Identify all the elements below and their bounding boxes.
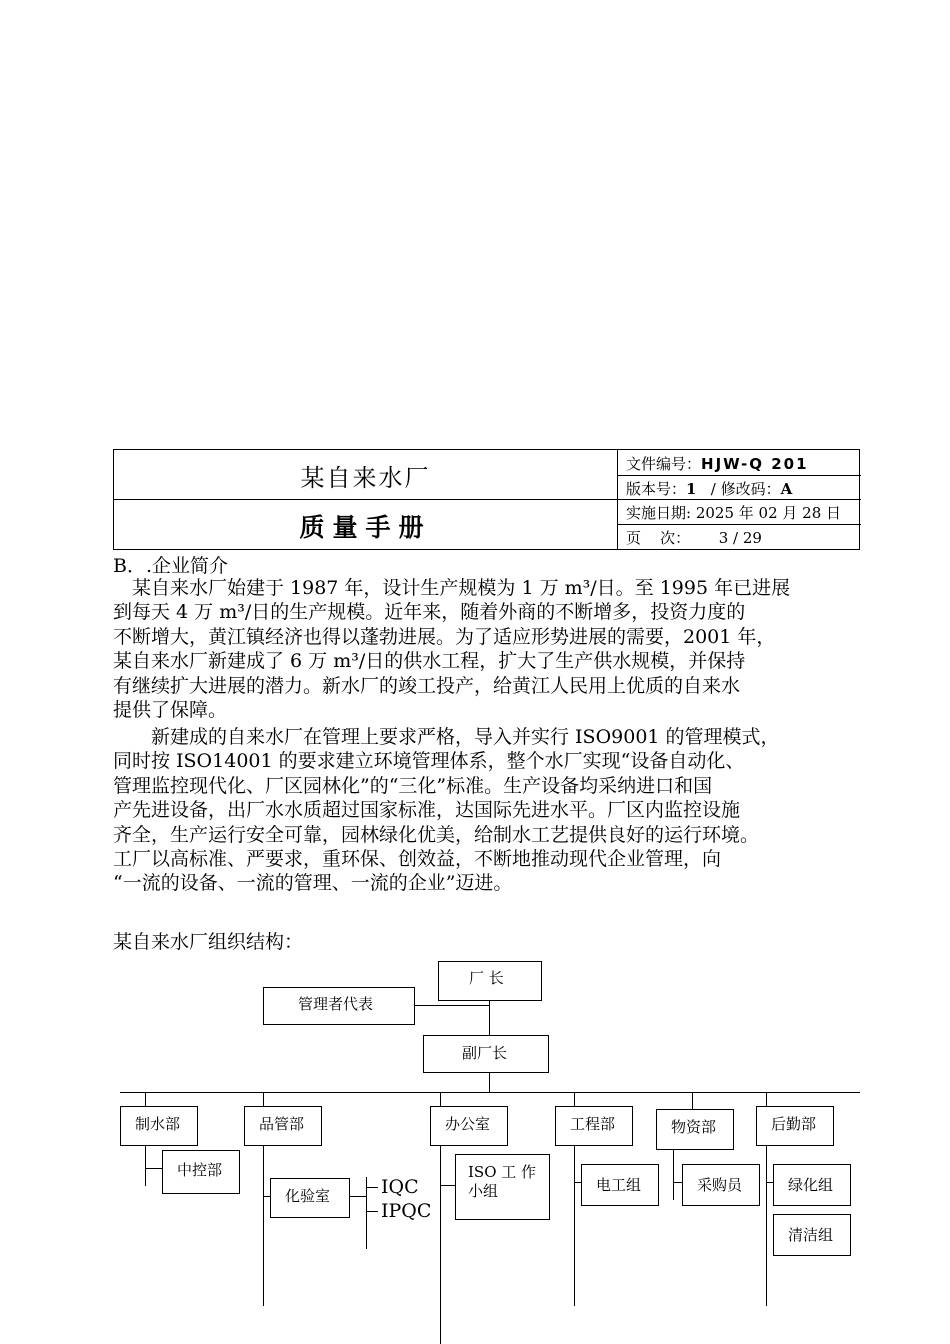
org-box-central-control: 中控部 <box>162 1150 240 1194</box>
org-box-water-production: 制水部 <box>120 1106 198 1146</box>
org-label-iqc: IQC <box>381 1176 419 1198</box>
paragraph-2: 新建成的自来水厂在管理上要求严格，导入并实行 ISO9001 的管理模式， 同时按 ISO14001 的要求建立环境管理体系，整个水厂实现“设备自动化、 管理监控现代化、厂区园林化”的“三化”标准。生产设备均采纳进口和国 产先进设备，出厂水水质超过国家标准，达国际先进水平。厂区内监控设施 齐全，生产运行安全可靠，园林绿化优美，给制水工艺提供良好的运行环境。 工厂以高标准、严要求，重环保、创效益，不断地推动现代企业管理，向 “一流的设备、一流的管理、一流的企业”迈进。 <box>113 726 780 895</box>
org-box-electric-team: 电工组 <box>581 1164 659 1206</box>
doc-number: 文件编号：HJW-Q 201 <box>626 455 809 473</box>
effective-date: 实施日期: 2025 年 02 月 28 日 <box>626 504 842 522</box>
org-label-ipqc: IPQC <box>381 1200 432 1222</box>
org-box-materials: 物资部 <box>656 1109 734 1150</box>
org-box-engineering: 工程部 <box>555 1106 633 1146</box>
org-box-quality: 品管部 <box>244 1106 322 1146</box>
org-box-purchaser: 采购员 <box>682 1164 760 1206</box>
org-box-director: 厂 长 <box>438 961 542 1001</box>
org-box-cleaning-team: 清洁组 <box>773 1214 851 1256</box>
org-box-deputy-director: 副厂长 <box>423 1035 549 1073</box>
org-box-logistics: 后勤部 <box>756 1106 834 1146</box>
document-header-table <box>113 449 860 550</box>
paragraph-1: 某自来水厂始建于 1987 年，设计生产规模为 1 万 m³/日。至 1995 年已进展 到每天 4 万 m³/日的生产规模。近年来，随着外商的不断增多，投资力度的 不断增大，黄江镇经济也得以蓬勃进展。为了适应形势进展的需要，2001 年， 某自来水厂新建成了 6 万 m³/日的供水工程，扩大了生产供水规模，并保持 有继续扩大进展的潜力。新水厂的竣工投产，给黄江人民用上优质的自来水 提供了保障。 <box>113 577 791 722</box>
org-box-iso-group: ISO 工 作 小组 <box>455 1154 550 1220</box>
section-title: B．.企业简介 <box>113 555 229 577</box>
org-box-management-rep: 管理者代表 <box>263 987 415 1025</box>
org-box-greening-team: 绿化组 <box>773 1164 851 1206</box>
org-box-office: 办公室 <box>430 1106 508 1146</box>
page-info: 页 次： 3 / 29 <box>626 529 762 547</box>
org-chart-title: 某自来水厂组织结构： <box>113 931 304 953</box>
company-name: 某自来水厂 <box>300 464 431 492</box>
version-info: 版本号：1 / 修改码：A <box>626 480 793 498</box>
org-box-lab: 化验室 <box>270 1178 350 1218</box>
manual-title: 质量手册 <box>299 513 432 542</box>
